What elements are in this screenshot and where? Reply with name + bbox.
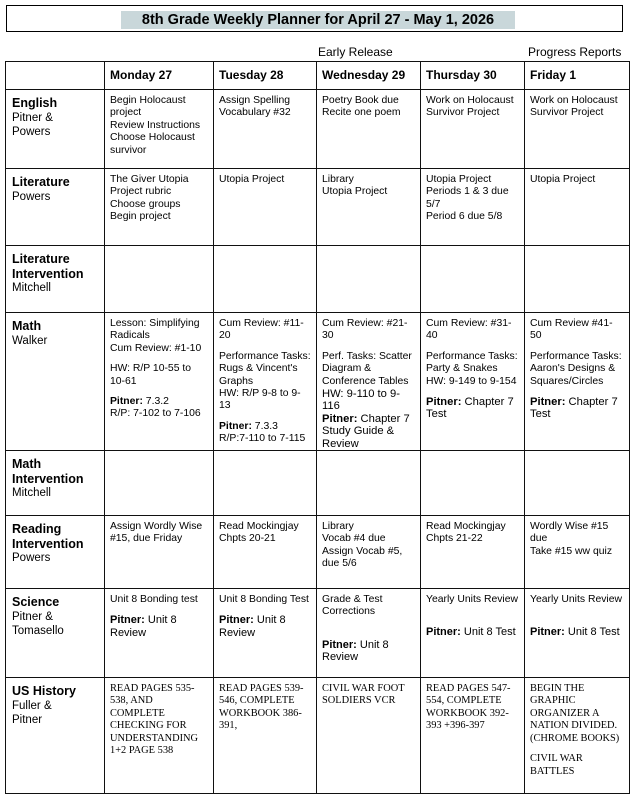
cell-english-tue: Assign Spelling Vocabulary #32 xyxy=(214,90,317,169)
pitner-label: Pitner: xyxy=(219,420,252,432)
pitner-text: Unit 8 Test xyxy=(564,626,620,639)
math-tasks: Performance Tasks: Aaron's Designs & Squares/Circles xyxy=(530,350,622,387)
cell-science-mon xyxy=(105,589,214,678)
cell-reading-fri: Wordly Wise #15 due Take #15 ww quiz xyxy=(525,516,630,589)
note-progress-reports: Progress Reports xyxy=(528,45,622,59)
subject-name: US History xyxy=(12,684,76,699)
science-main: Unit 8 Bonding test xyxy=(110,594,198,606)
cell-history-fri xyxy=(525,678,630,794)
day-header: Monday 27 xyxy=(105,62,214,90)
math-pitner xyxy=(530,396,624,421)
pitner-text: 7.3.3 xyxy=(251,420,278,432)
cell-english-thu: Work on Holocaust Survivor Project xyxy=(421,90,525,169)
math-rp: R/P: 7-102 to 7-106 xyxy=(110,408,201,420)
subject-teacher: Fuller & Pitner xyxy=(12,699,52,727)
pitner-label: Pitner: xyxy=(219,614,254,627)
science-pitner xyxy=(219,614,311,639)
history-friday-main: BEGIN THE GRAPHIC ORGANIZER A NATION DIVIDED. (CHROME BOOKS) xyxy=(530,683,620,744)
empty-cell xyxy=(105,246,214,313)
science-pitner xyxy=(426,626,519,638)
math-cum-review: Cum Review: #21-30 xyxy=(322,318,408,342)
day-header: Wednesday 29 xyxy=(317,62,421,90)
cell-history-wed: CIVIL WAR FOOT SOLDIERS VCR xyxy=(317,678,421,794)
science-pitner xyxy=(322,639,415,664)
pitner-text: Unit 8 Review xyxy=(219,614,286,639)
cell-math-mon xyxy=(105,313,214,451)
pitner-label: Pitner: xyxy=(426,396,462,409)
science-main: Yearly Units Review xyxy=(530,594,623,606)
subject-name: Literature Intervention xyxy=(12,252,84,281)
pitner-text: Chapter 7 Test xyxy=(530,396,618,421)
cell-literature-tue: Utopia Project xyxy=(214,169,317,246)
row-literature-intervention xyxy=(6,246,630,313)
planner-table xyxy=(5,61,630,794)
math-pitner xyxy=(110,396,208,408)
science-pitner xyxy=(530,626,624,638)
cell-history-thu: READ PAGES 547-554, COMPLETE WORKBOOK 392-393 +396-397 xyxy=(421,678,525,794)
header-blank xyxy=(6,62,105,90)
empty-cell xyxy=(317,246,421,313)
cell-reading-mon: Assign Wordly Wise #15, due Friday xyxy=(105,516,214,589)
row-math-intervention xyxy=(6,451,630,516)
pitner-text: Unit 8 Review xyxy=(322,638,389,664)
cell-math-fri xyxy=(525,313,630,451)
empty-cell xyxy=(214,451,317,516)
note-early-release: Early Release xyxy=(318,45,393,59)
page-title: 8th Grade Weekly Planner for April 27 - May 1, 2026 xyxy=(121,11,515,29)
history-friday-extra: CIVIL WAR BATTLES xyxy=(530,753,583,777)
cell-math-wed xyxy=(317,313,421,451)
math-homework: HW: 9-110 to 9-116 xyxy=(322,388,400,413)
day-header: Friday 1 xyxy=(525,62,630,90)
subject-cell xyxy=(6,678,105,794)
cell-science-tue xyxy=(214,589,317,678)
pitner-text: Chapter 7 Study Guide & Review xyxy=(322,412,410,450)
math-tasks: Perf. Tasks: Scatter Diagram & Conference Tables xyxy=(322,350,412,387)
science-main: Grade & Test Corrections xyxy=(322,594,383,618)
math-rp: R/P:7-110 to 7-115 xyxy=(219,433,306,445)
cell-reading-tue: Read Mockingjay Chpts 20-21 xyxy=(214,516,317,589)
subject-teacher: Pitner & Tomasello xyxy=(12,610,64,638)
cell-reading-thu: Read Mockingjay Chpts 21-22 xyxy=(421,516,525,589)
pitner-label: Pitner: xyxy=(110,614,145,627)
math-pitner xyxy=(219,421,311,433)
cell-history-mon: READ PAGES 535-538, AND COMPLETE CHECKING FOR UNDERSTANDING 1+2 PAGE 538 xyxy=(105,678,214,794)
pitner-text: Unit 8 Review xyxy=(110,614,177,639)
empty-cell xyxy=(525,451,630,516)
cell-science-wed xyxy=(317,589,421,678)
cell-science-fri xyxy=(525,589,630,678)
row-us-history xyxy=(6,678,630,794)
cell-history-tue: READ PAGES 539-546, COMPLETE WORKBOOK 386-391, xyxy=(214,678,317,794)
row-english xyxy=(6,90,630,169)
empty-cell xyxy=(421,246,525,313)
row-reading-intervention xyxy=(6,516,630,589)
science-pitner xyxy=(110,614,208,639)
cell-literature-mon: The Giver Utopia Project rubric Choose groups Begin project xyxy=(105,169,214,246)
subject-name: Math Intervention xyxy=(12,457,84,486)
subject-name: Literature xyxy=(12,175,70,189)
empty-cell xyxy=(525,246,630,313)
row-math xyxy=(6,313,630,451)
subject-cell xyxy=(6,313,105,451)
subject-cell xyxy=(6,90,105,169)
subject-name: English xyxy=(12,96,58,110)
pitner-label: Pitner: xyxy=(530,396,566,409)
cell-english-fri: Work on Holocaust Survivor Project xyxy=(525,90,630,169)
cell-english-wed: Poetry Book due Recite one poem xyxy=(317,90,421,169)
empty-cell xyxy=(105,451,214,516)
subject-name: Science xyxy=(12,595,60,610)
science-main: Unit 8 Bonding Test xyxy=(219,594,309,606)
subject-cell xyxy=(6,246,105,313)
pitner-text: Chapter 7 Test xyxy=(426,396,514,421)
header-row xyxy=(6,62,630,90)
subject-teacher: Mitchell xyxy=(12,282,51,294)
empty-cell xyxy=(421,451,525,516)
pitner-label: Pitner: xyxy=(530,626,565,639)
subject-cell xyxy=(6,589,105,678)
subject-name: Reading Intervention xyxy=(12,522,84,551)
pitner-label: Pitner: xyxy=(426,626,461,639)
subject-cell xyxy=(6,169,105,246)
cell-math-thu xyxy=(421,313,525,451)
math-tasks: Performance Tasks: Party & Snakes HW: 9-149 to 9-154 xyxy=(426,350,518,387)
day-header: Thursday 30 xyxy=(421,62,525,90)
cell-literature-wed: Library Utopia Project xyxy=(317,169,421,246)
math-homework: HW: R/P 10-55 to 10-61 xyxy=(110,363,192,387)
row-literature xyxy=(6,169,630,246)
day-header: Tuesday 28 xyxy=(214,62,317,90)
math-pitner xyxy=(426,396,519,421)
pitner-text: 7.3.2 xyxy=(142,396,169,408)
cell-math-tue xyxy=(214,313,317,451)
subject-teacher: Powers xyxy=(12,552,51,565)
empty-cell xyxy=(214,246,317,313)
subject-teacher: Mitchell xyxy=(12,487,51,500)
math-cum-review: Cum Review: #31-40 xyxy=(426,318,512,342)
row-science xyxy=(6,589,630,678)
empty-cell xyxy=(317,451,421,516)
cell-reading-wed: Library Vocab #4 due Assign Vocab #5, due 5/6 xyxy=(317,516,421,589)
math-cum-review: Cum Review #41-50 xyxy=(530,318,613,342)
math-pitner xyxy=(322,413,415,450)
subject-teacher: Powers xyxy=(12,190,51,203)
cell-science-thu xyxy=(421,589,525,678)
subject-cell xyxy=(6,451,105,516)
math-tasks: Performance Tasks: Rugs & Vincent's Graphs HW: R/P 9-8 to 9-13 xyxy=(219,350,311,412)
pitner-label: Pitner: xyxy=(110,396,143,408)
subject-teacher: Pitner & Powers xyxy=(12,111,53,138)
cell-english-mon: Begin Holocaust project Review Instructions Choose Holocaust survivor xyxy=(105,90,214,169)
cell-literature-fri: Utopia Project xyxy=(525,169,630,246)
math-lesson: Lesson: Simplifying Radicals Cum Review: #1-10 xyxy=(110,318,202,354)
subject-teacher: Walker xyxy=(12,334,48,347)
subject-cell xyxy=(6,516,105,589)
cell-literature-thu: Utopia Project Periods 1 & 3 due 5/7 Period 6 due 5/8 xyxy=(421,169,525,246)
pitner-label: Pitner: xyxy=(322,412,358,425)
pitner-label: Pitner: xyxy=(322,638,357,651)
subject-name: Math xyxy=(12,319,42,333)
pitner-text: Unit 8 Test xyxy=(460,626,516,639)
math-cum-review: Cum Review: #11-20 xyxy=(219,318,304,342)
science-main: Yearly Units Review xyxy=(426,594,519,606)
